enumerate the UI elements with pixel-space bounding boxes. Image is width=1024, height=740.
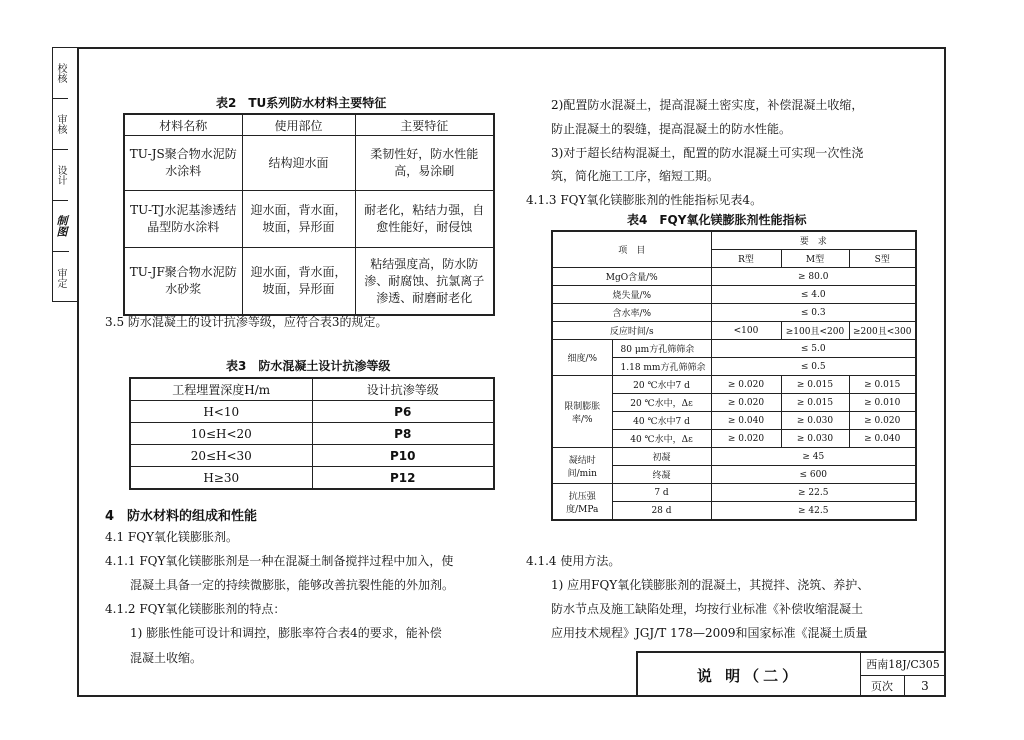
para-4-1-1: 4.1.1 FQY氧化镁膨胀剂是一种在混凝土制备搅拌过程中加入，使 bbox=[105, 554, 454, 568]
para-item2-cont: 防止混凝土的裂缝，提高混凝土的防水性能。 bbox=[551, 122, 792, 136]
table4-cell: ≥ 0.010 bbox=[849, 394, 916, 412]
para-item2: 2)配置防水混凝土，提高混凝土密实度，补偿混凝土收缩， bbox=[551, 98, 864, 112]
para-3-5: 3.5 防水混凝土的设计抗渗等级，应符合表3的规定。 bbox=[105, 315, 388, 329]
table4-cell: 终凝 bbox=[612, 466, 711, 484]
table2-header: 材料名称 bbox=[124, 114, 242, 136]
table4-caption: 表4 FQY氧化镁膨胀剂性能指标 bbox=[627, 213, 807, 227]
table3-cell: P10 bbox=[312, 445, 494, 467]
table-row bbox=[552, 268, 916, 286]
table4-cell: ≥ 0.040 bbox=[849, 430, 916, 448]
table4-cell: ≥ 0.040 bbox=[711, 412, 781, 430]
table4-cell: 7 d bbox=[612, 484, 711, 502]
sign-column bbox=[52, 47, 77, 302]
table3-cell: H<10 bbox=[130, 401, 312, 423]
sheet-title: 说 明（二） bbox=[638, 653, 861, 697]
title-block bbox=[636, 651, 946, 697]
sign-cell-approve: 审定 bbox=[55, 267, 66, 288]
page-label: 页次 bbox=[860, 675, 905, 697]
para-4-1-2-item1-cont: 混凝土收缩。 bbox=[130, 651, 203, 665]
table4-cell: MgO含量/% bbox=[552, 268, 711, 286]
para-4-1-4-item1-cont: 防水节点及施工缺陷处理，均按行业标准《补偿收缩混凝土 bbox=[551, 602, 864, 616]
table-row bbox=[124, 136, 494, 191]
table4-cell: 烧失量/% bbox=[552, 286, 711, 304]
table4-cell: ≥ 0.020 bbox=[711, 376, 781, 394]
table4 bbox=[551, 230, 917, 521]
table-row bbox=[130, 467, 494, 490]
table3-header: 工程埋置深度H/m bbox=[130, 378, 312, 401]
table4-cell: <100 bbox=[711, 322, 781, 340]
table3-cell: H≥30 bbox=[130, 467, 312, 490]
table-row bbox=[552, 484, 916, 502]
para-item3: 3)对于超长结构混凝土，配置的防水混凝土可实现一次性浇 bbox=[551, 146, 864, 160]
table4-cell: 80 μm方孔筛筛余 bbox=[612, 340, 711, 358]
table4-cell: ≥200且<300 bbox=[849, 322, 916, 340]
table4-cell: 反应时间/s bbox=[552, 322, 711, 340]
table4-cell: ≥ 0.020 bbox=[849, 412, 916, 430]
table4-cell: 限制膨胀率/% bbox=[552, 376, 612, 448]
table4-cell: 40 ℃水中，Δε bbox=[612, 430, 711, 448]
section-4-heading: 4 防水材料的组成和性能 bbox=[105, 509, 258, 524]
table2-cell: 粘结强度高，防水防渗、耐腐蚀、抗氯离子渗透、耐磨耐老化 bbox=[355, 248, 494, 316]
page-number: 3 bbox=[921, 679, 929, 693]
table2-cell: 迎水面，背水面，坡面，异形面 bbox=[242, 248, 355, 316]
table4-cell: 抗压强度/MPa bbox=[552, 484, 612, 521]
table-row bbox=[552, 448, 916, 466]
table4-cell: ≥ 0.020 bbox=[711, 430, 781, 448]
table-row bbox=[552, 304, 916, 322]
table4-cell: ≥ 0.015 bbox=[781, 394, 849, 412]
table4-cell: 细度/% bbox=[552, 340, 612, 376]
table4-cell: ≤ 0.5 bbox=[711, 358, 916, 376]
table4-cell: 凝结时间/min bbox=[552, 448, 612, 484]
table2-cell: TU-TJ水泥基渗透结晶型防水涂料 bbox=[124, 191, 242, 248]
table2 bbox=[123, 113, 495, 316]
table4-type-r: R型 bbox=[711, 250, 781, 268]
table2-cell: 柔韧性好，防水性能高，易涂刷 bbox=[355, 136, 494, 191]
para-4-1-2-item1: 1) 膨胀性能可设计和调控，膨胀率符合表4的要求，能补偿 bbox=[130, 626, 442, 640]
table2-caption: 表2 TU系列防水材料主要特征 bbox=[216, 96, 387, 110]
table-row bbox=[130, 401, 494, 423]
para-item3-cont: 筑，简化施工工序，缩短工期。 bbox=[551, 169, 720, 183]
table4-cell: ≤ 600 bbox=[711, 466, 916, 484]
para-4-1-1-cont: 混凝土具备一定的持续微膨胀，能够改善抗裂性能的外加剂。 bbox=[130, 578, 455, 592]
table4-cell: ≥ 0.015 bbox=[849, 376, 916, 394]
sign-cell-draw: 制图 bbox=[53, 201, 69, 252]
para-4-1: 4.1 FQY氧化镁膨胀剂。 bbox=[105, 530, 238, 544]
table-row bbox=[130, 423, 494, 445]
table3-cell: 20≤H<30 bbox=[130, 445, 312, 467]
table4-cell: 含水率/% bbox=[552, 304, 711, 322]
table2-cell: TU-JS聚合物水泥防水涂料 bbox=[124, 136, 242, 191]
table4-cell: ≥100且<200 bbox=[781, 322, 849, 340]
table4-cell: ≥ 42.5 bbox=[711, 502, 916, 521]
table4-cell: ≥ 0.020 bbox=[711, 394, 781, 412]
table3 bbox=[129, 377, 495, 490]
table3-caption: 表3 防水混凝土设计抗渗等级 bbox=[226, 359, 391, 373]
table2-cell: TU-JF聚合物水泥防水砂浆 bbox=[124, 248, 242, 316]
table4-cell: ≤ 0.3 bbox=[711, 304, 916, 322]
table-row bbox=[552, 286, 916, 304]
table4-cell: ≤ 4.0 bbox=[711, 286, 916, 304]
table4-cell: ≤ 5.0 bbox=[711, 340, 916, 358]
para-4-1-4-item1-cont2: 应用技术规程》JGJ/T 178—2009和国家标准《混凝土质量 bbox=[551, 626, 868, 640]
atlas-code: 西南18J/C305 bbox=[860, 653, 946, 676]
table4-cell: ≥ 0.030 bbox=[781, 412, 849, 430]
table3-cell: P12 bbox=[312, 467, 494, 490]
table4-cell: 20 ℃水中7 d bbox=[612, 376, 711, 394]
para-4-1-3: 4.1.3 FQY氧化镁膨胀剂的性能指标见表4。 bbox=[526, 193, 763, 207]
table4-item-header: 项 目 bbox=[552, 231, 711, 268]
table4-cell: 1.18 mm方孔筛筛余 bbox=[612, 358, 711, 376]
table2-cell: 结构迎水面 bbox=[242, 136, 355, 191]
sign-cell-check: 校核 bbox=[53, 48, 68, 99]
table2-header: 使用部位 bbox=[242, 114, 355, 136]
sign-cell-design: 设计 bbox=[53, 150, 68, 201]
table4-cell: ≥ 0.030 bbox=[781, 430, 849, 448]
table3-cell: P8 bbox=[312, 423, 494, 445]
table3-cell: 10≤H<20 bbox=[130, 423, 312, 445]
table4-cell: 40 ℃水中7 d bbox=[612, 412, 711, 430]
table3-header: 设计抗渗等级 bbox=[312, 378, 494, 401]
table4-type-m: M型 bbox=[781, 250, 849, 268]
table2-header: 主要特征 bbox=[355, 114, 494, 136]
table4-cell: 20 ℃水中，Δε bbox=[612, 394, 711, 412]
table4-cell: ≥ 0.015 bbox=[781, 376, 849, 394]
table2-cell: 耐老化，粘结力强，自愈性能好，耐侵蚀 bbox=[355, 191, 494, 248]
para-4-1-4: 4.1.4 使用方法。 bbox=[526, 554, 621, 568]
table4-cell: 初凝 bbox=[612, 448, 711, 466]
table-row bbox=[552, 322, 916, 340]
table-row bbox=[124, 248, 494, 316]
table2-cell: 迎水面，背水面，坡面，异形面 bbox=[242, 191, 355, 248]
table-row bbox=[552, 340, 916, 358]
table4-cell: ≥ 22.5 bbox=[711, 484, 916, 502]
table4-req-header: 要 求 bbox=[711, 231, 916, 250]
table4-cell: ≥ 45 bbox=[711, 448, 916, 466]
table-row bbox=[130, 445, 494, 467]
table-row bbox=[124, 191, 494, 248]
table4-type-s: S型 bbox=[849, 250, 916, 268]
sign-cell-review: 审核 bbox=[53, 99, 68, 150]
para-4-1-2: 4.1.2 FQY氧化镁膨胀剂的特点： bbox=[105, 602, 286, 616]
table3-cell: P6 bbox=[312, 401, 494, 423]
table4-cell: ≥ 80.0 bbox=[711, 268, 916, 286]
table4-cell: 28 d bbox=[612, 502, 711, 521]
table-row bbox=[552, 376, 916, 394]
para-4-1-4-item1: 1) 应用FQY氧化镁膨胀剂的混凝土，其搅拌、浇筑、养护、 bbox=[551, 578, 870, 592]
